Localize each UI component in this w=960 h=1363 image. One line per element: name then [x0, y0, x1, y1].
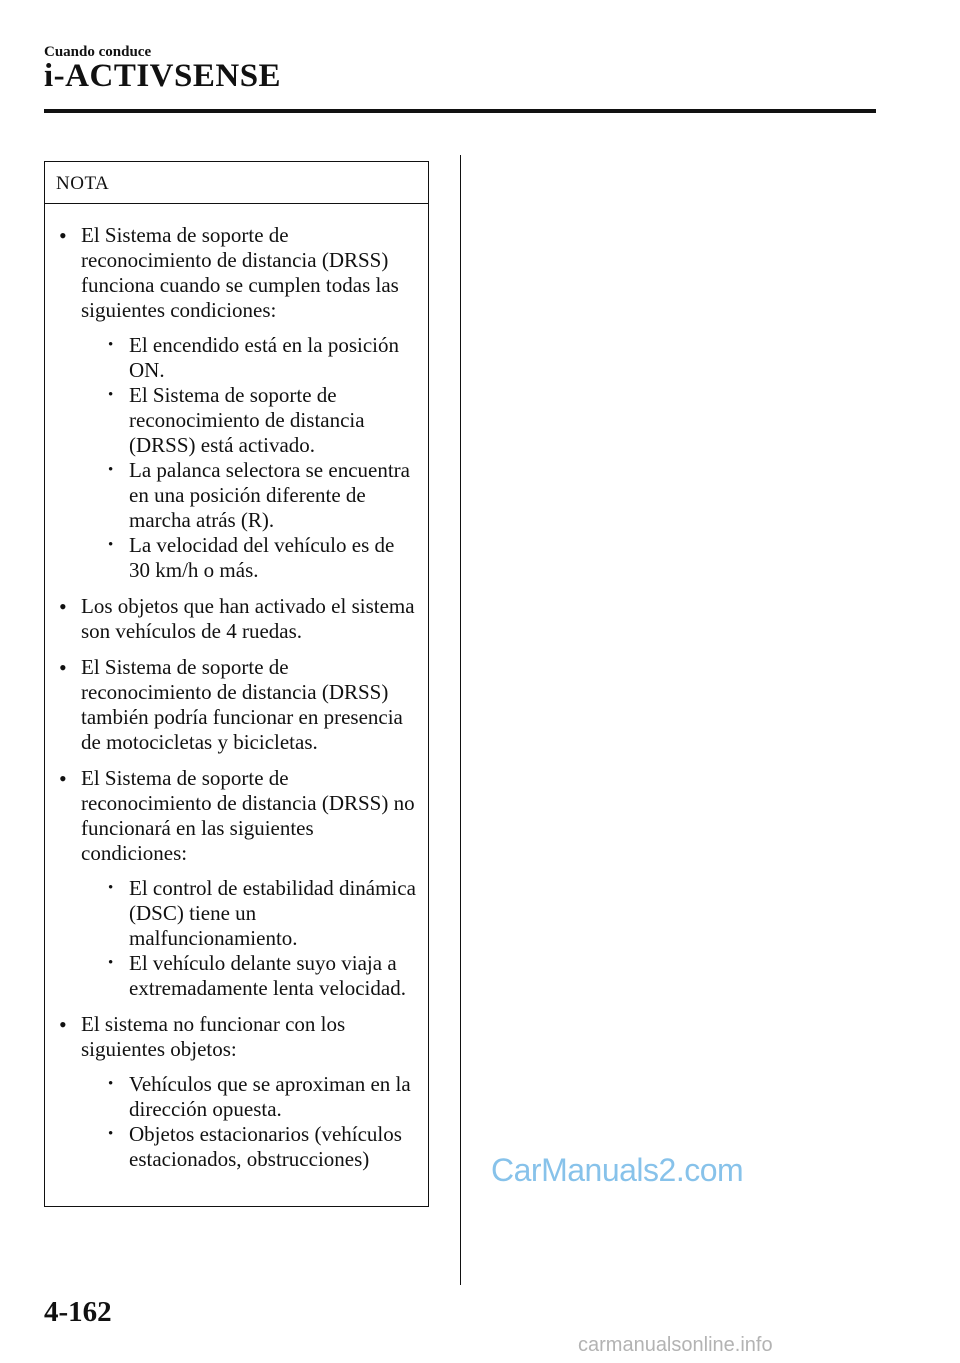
header-rule	[44, 109, 876, 113]
watermark-carmanualsonline: carmanualsonline.info	[578, 1334, 773, 1356]
column-divider	[460, 155, 461, 1285]
note-body	[45, 204, 428, 1172]
page-number: 4-162	[44, 1296, 112, 1328]
note-item	[59, 766, 418, 1001]
sub-list	[81, 333, 418, 583]
note-box	[44, 161, 429, 1207]
note-item	[59, 223, 418, 583]
note-item-text: El Sistema de soporte de reconocimiento de distancia (DRSS) no funcionará en las siguientes condiciones:	[81, 766, 415, 865]
sub-item: • La velocidad del vehículo es de 30 km/h o más.	[81, 533, 418, 583]
sub-item: • Vehículos que se aproximan en la dirección opuesta.	[81, 1072, 418, 1122]
note-item	[59, 655, 418, 755]
sub-item: • Objetos estacionarios (vehículos estacionados, obstrucciones)	[81, 1122, 418, 1172]
note-item-text: El sistema no funcionar con los siguientes objetos:	[81, 1012, 346, 1061]
note-item-text: El Sistema de soporte de reconocimiento de distancia (DRSS) funciona cuando se cumplen todas las siguientes condiciones:	[81, 223, 399, 322]
sub-item: • El control de estabilidad dinámica (DSC) tiene un malfuncionamiento.	[81, 876, 418, 951]
chapter-title: i-ACTIVSENSE	[44, 58, 282, 94]
sub-list	[81, 876, 418, 1001]
sub-item: • El Sistema de soporte de reconocimiento de distancia (DRSS) está activado.	[81, 383, 418, 458]
sub-list	[81, 1072, 418, 1172]
section-label: Cuando conduce	[44, 44, 152, 60]
sub-item: • El vehículo delante suyo viaja a extremadamente lenta velocidad.	[81, 951, 418, 1001]
note-item-text: El Sistema de soporte de reconocimiento de distancia (DRSS) también podría funcionar en presencia de motocicletas y bicicletas.	[81, 655, 403, 754]
watermark-carmanuals2: CarManuals2.com	[491, 1152, 744, 1188]
note-item	[59, 594, 418, 644]
note-title: NOTA	[45, 162, 428, 204]
sub-item: • La palanca selectora se encuentra en una posición diferente de marcha atrás (R).	[81, 458, 418, 533]
note-item-text: Los objetos que han activado el sistema son vehículos de 4 ruedas.	[81, 594, 415, 643]
sub-item: • El encendido está en la posición ON.	[81, 333, 418, 383]
note-item	[59, 1012, 418, 1172]
